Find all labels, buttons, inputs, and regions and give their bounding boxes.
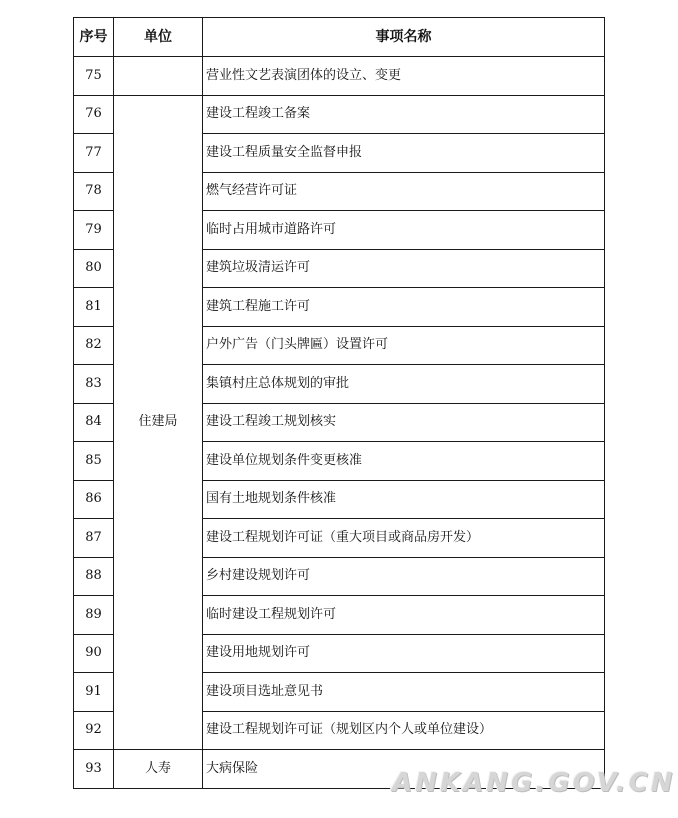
table-row: [74, 95, 605, 134]
row-item-name: 建设项目选址意见书: [203, 673, 605, 712]
row-item-name: 营业性文艺表演团体的设立、变更: [203, 57, 605, 96]
row-item-name: 集镇村庄总体规划的审批: [203, 365, 605, 404]
row-seq: 91: [74, 673, 114, 712]
row-seq: 87: [74, 519, 114, 558]
row-item-name: 建设工程竣工规划核实: [203, 403, 605, 442]
row-seq: 90: [74, 634, 114, 673]
row-item-name: 建设工程规划许可证（规划区内个人或单位建设）: [203, 711, 605, 750]
row-seq: 88: [74, 557, 114, 596]
row-seq: 80: [74, 249, 114, 288]
row-seq: 82: [74, 326, 114, 365]
row-seq: 75: [74, 57, 114, 96]
row-seq: 92: [74, 711, 114, 750]
row-seq: 89: [74, 596, 114, 635]
row-unit: 人寿: [114, 750, 203, 789]
row-seq: 93: [74, 750, 114, 789]
header-name: 事项名称: [203, 18, 605, 57]
row-item-name: 建设用地规划许可: [203, 634, 605, 673]
row-item-name: 建筑工程施工许可: [203, 288, 605, 327]
row-item-name: 临时占用城市道路许可: [203, 211, 605, 250]
row-item-name: 建设工程竣工备案: [203, 95, 605, 134]
table-row: [74, 57, 605, 96]
row-seq: 84: [74, 403, 114, 442]
row-item-name: 建筑垃圾清运许可: [203, 249, 605, 288]
row-item-name: 建设工程规划许可证（重大项目或商品房开发）: [203, 519, 605, 558]
row-seq: 76: [74, 95, 114, 134]
row-item-name: 乡村建设规划许可: [203, 557, 605, 596]
row-item-name: 户外广告（门头牌匾）设置许可: [203, 326, 605, 365]
row-item-name: 建设工程质量安全监督申报: [203, 134, 605, 173]
row-item-name: 燃气经营许可证: [203, 172, 605, 211]
header-seq: 序号: [74, 18, 114, 57]
row-unit-merged: 住建局: [114, 95, 203, 750]
row-seq: 81: [74, 288, 114, 327]
row-item-name: 国有土地规划条件核准: [203, 480, 605, 519]
row-seq: 86: [74, 480, 114, 519]
row-seq: 78: [74, 172, 114, 211]
site-watermark: ANKANG.GOV.CN: [392, 768, 676, 798]
row-item-name: 大病保险: [203, 750, 605, 789]
row-seq: 83: [74, 365, 114, 404]
header-unit: 单位: [114, 18, 203, 57]
row-item-name: 建设单位规划条件变更核准: [203, 442, 605, 481]
row-seq: 79: [74, 211, 114, 250]
items-table: [73, 17, 605, 789]
table-row: [74, 750, 605, 789]
row-seq: 77: [74, 134, 114, 173]
row-seq: 85: [74, 442, 114, 481]
table-header-row: [74, 18, 605, 57]
row-item-name: 临时建设工程规划许可: [203, 596, 605, 635]
row-unit: [114, 57, 203, 96]
